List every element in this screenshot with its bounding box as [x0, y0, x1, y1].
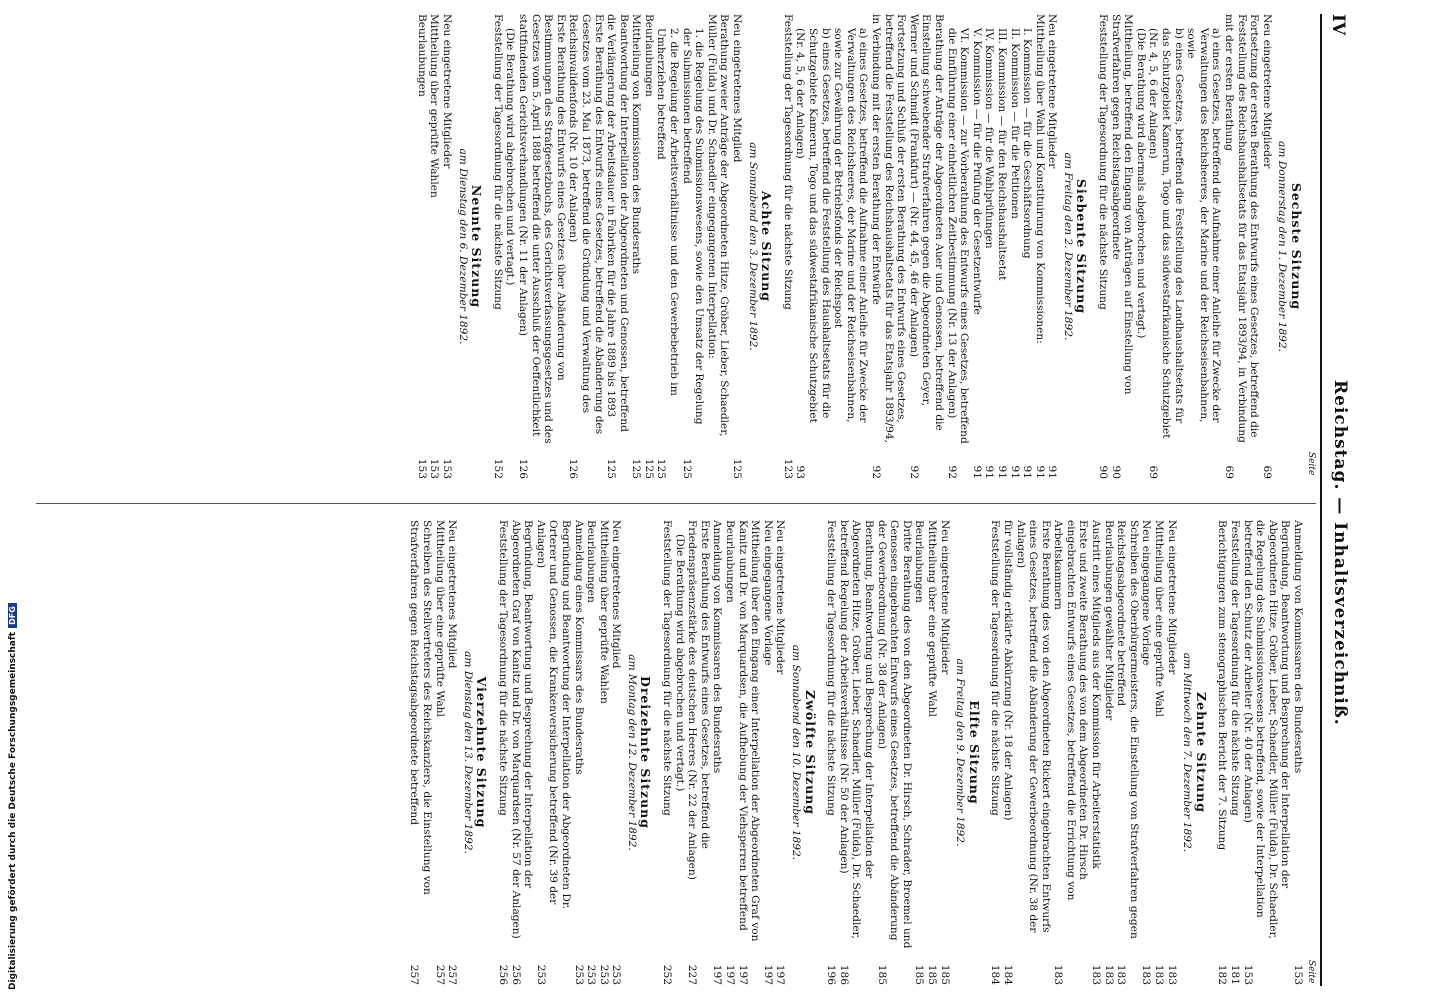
toc-entry — [567, 14, 605, 479]
toc-entry-text: Begründung, Beantwortung und Besprechung der Interpellation der Abgeordneten Graf von Kanitz und Dr. von Marquardsen (Nr. 57 der Anlagen) — [509, 520, 535, 939]
toc-entry — [680, 14, 705, 479]
toc-entry — [642, 14, 655, 479]
toc-entry-page: 91 — [970, 465, 983, 479]
toc-entry — [995, 14, 1008, 479]
toc-entry-text: Mittheilung über geprüfte Wahlen — [597, 520, 610, 704]
toc-entry — [1115, 520, 1140, 985]
toc-entry — [1260, 14, 1273, 479]
toc-entry-text: Neu eingetretenes Mitglied — [731, 14, 744, 163]
toc-entry — [781, 14, 794, 479]
toc-entry-text: Berathung zweier Anträge der Abgeordneten Hitze, Gröber, Lieber, Schaedler, Müller (Fulda) und Dr. Schaedler eingegangenen Interpellation: — [705, 14, 731, 437]
toc-entry-page: 153 — [415, 458, 428, 479]
column-divider — [36, 503, 1316, 504]
toc-entry-page: 253 — [572, 964, 585, 985]
session-block — [408, 520, 488, 985]
toc-entry — [837, 520, 875, 985]
toc-entry-page: 257 — [433, 964, 446, 985]
toc-entry — [1165, 520, 1178, 985]
toc-entry — [1228, 520, 1241, 985]
toc-entry — [1291, 520, 1304, 985]
toc-entry-page: 184 — [989, 964, 1002, 985]
toc-entry-page: 69 — [1260, 465, 1273, 479]
toc-entry-text: Neu eingetretenes Mitglied — [610, 520, 623, 669]
toc-entry — [504, 14, 517, 479]
toc-entry-page: 91 — [995, 465, 1008, 479]
session-block — [1097, 14, 1303, 479]
toc-entry-text: Mittheilung über eine geprüfte Wahl — [1153, 520, 1166, 717]
toc-entry-text: VI. Kommission — zur Vorberathung des Entwurfs eines Gesetzes, betreffend die Einführung einer einheitlichen Zeitbestimmung (Nr. 13 der Anlagen) — [945, 28, 971, 444]
toc-entry — [1102, 520, 1115, 985]
toc-entry — [907, 14, 945, 479]
session-title: Elfte Sitzung — [966, 700, 982, 805]
toc-entry-page: 227 — [686, 964, 699, 985]
session-block — [491, 14, 775, 479]
toc-entry-text: Berathung, Beantwortung und Besprechung der Interpellation der Abgeordneten Hitze, Gröber, Lieber, Schaedler, Müller (Fulda), Dr. Schaedler, betreffend Regelung der Arbeitsverhältnisse (Nr. 50 der Anlagen) — [837, 520, 875, 939]
toc-entry — [1008, 14, 1021, 479]
toc-entry-page: 185 — [938, 964, 951, 985]
toc-entry-page: 252 — [661, 964, 674, 985]
toc-entry-text: Feststellung der Tagesordnung für die nächste Sitzung — [491, 14, 504, 310]
session-block — [825, 520, 980, 985]
toc-entry-page: 185 — [913, 964, 926, 985]
toc-entry-text: III. Kommission — für den Reichshaushaltsetat — [995, 28, 1008, 281]
toc-entry-page: 183 — [1052, 964, 1065, 985]
toc-entry-text: II. Kommission — für die Petitionen — [1008, 28, 1021, 219]
toc-entry — [491, 14, 504, 479]
toc-entry-text: Neu eingetretene Mitglieder — [1046, 14, 1059, 169]
toc-entry-text: Feststellung der Tagesordnung für die nächste Sitzung — [1097, 14, 1110, 310]
toc-entry — [446, 520, 459, 985]
toc-entry-text: Neu eingegangene Vorlage — [1140, 520, 1153, 666]
dfg-logo: DFG — [8, 603, 17, 628]
session-block — [781, 14, 1090, 479]
session-date: am Sonnabend den 3. Dezember 1892. — [746, 142, 759, 351]
toc-entry-text: Neu eingetretenes Mitglied — [446, 520, 459, 669]
session-title: Zehnte Sitzung — [1193, 692, 1209, 813]
session-title: Siebente Sitzung — [1074, 178, 1090, 315]
toc-entry-page: 125 — [605, 458, 618, 479]
toc-entry-text: 1. die Regelung des Submissionswesens, sowie den Umsatz der Regelung der Submissionen betreffend — [680, 28, 706, 425]
toc-entry — [415, 14, 428, 479]
toc-entry-page: 91 — [1021, 465, 1034, 479]
toc-entry-text: b) eines Gesetzes, betreffend die Feststellung des Haushaltsetats für die Schutzgebiete Kamerun, Togo und das südwestafrikanische Schutzgebiet (Nr. 4, 5, 6 der Anlagen) — [794, 28, 832, 423]
toc-entry — [1216, 520, 1229, 985]
toc-entry — [736, 520, 761, 985]
toc-entry — [938, 520, 951, 985]
toc-entry-page: 185 — [925, 964, 938, 985]
right-column — [34, 520, 1304, 985]
toc-entry-page: 92 — [945, 465, 958, 479]
toc-entry-page: 90 — [1109, 465, 1122, 479]
toc-entry — [989, 520, 1002, 985]
toc-entry — [970, 14, 983, 479]
toc-entry-text: Feststellung der Tagesordnung für die nächste Sitzung — [825, 520, 838, 816]
toc-entry-text: Erste Berathung des von den Abgeordneten Rickert eingebrachten Entwurfs eines Gesetzes, betreffend die Abänderung der Gewerbeordnung (Nr. 38 der Anlagen) — [1014, 520, 1052, 933]
toc-entry — [572, 520, 585, 985]
toc-entry-page: 125 — [680, 458, 693, 479]
toc-entry-page: 196 — [825, 964, 838, 985]
toc-entry — [1090, 520, 1103, 985]
toc-entry-page: 253 — [610, 964, 623, 985]
toc-entry-page: 186 — [837, 964, 850, 985]
toc-entry-text: Erste und zweite Berathung des von dem Abgeordneten Dr. Hirsch eingebrachten Entwurfs eines Gesetzes, betreffend die Errichtung von Arbeitskammern — [1052, 520, 1090, 901]
toc-entry-text: Anmeldung von Kommissaren des Bundesraths — [1292, 520, 1304, 774]
toc-entry-text: Fortsetzung der ersten Berathung des Entwurfs eines Gesetzes, betreffend die Feststellung des Reichshaushaltsetats für das Etatsjahr 1893/94, in Verbindung mit der ersten Berathung — [1223, 14, 1261, 443]
toc-entry-page: 183 — [1102, 964, 1115, 985]
toc-entry-text: 2. die Regelung der Arbeitsverhältnisse und den Gewerbebetrieb im Umherziehen betreffend — [655, 28, 681, 396]
toc-entry-text: a) eines Gesetzes, betreffend die Aufnahme einer Anleihe für Zwecke der Verwaltungen des Reichsheeres, der Marine und der Reichseisenbahnen, sowie zur Gewährung der Betriebsfonds der Reichspost — [832, 28, 870, 423]
toc-entry-text: (Die Berathung wird abgebrochen und vertagt.) — [673, 534, 686, 792]
toc-entry-page: 153 — [441, 458, 453, 479]
session-date: am Donnerstag den 1. Dezember 1892. — [1276, 141, 1289, 352]
toc-entry — [534, 520, 572, 985]
footer-credit — [8, 603, 18, 990]
toc-entry — [774, 520, 787, 985]
toc-entry — [1241, 520, 1291, 985]
toc-entry-page: 91 — [983, 465, 996, 479]
toc-entry-text: Mittheilung über eine geprüfte Wahl — [433, 520, 446, 717]
toc-entry — [1097, 14, 1110, 479]
toc-entry-text: V. Kommission — für die Prüfung der Gesetzentwürfe — [970, 28, 983, 315]
toc-entry — [1134, 14, 1147, 479]
toc-entry-text: Feststellung der Tagesordnung für die nächste Sitzung — [1229, 520, 1242, 816]
toc-entry — [585, 520, 598, 985]
toc-entry-text: für vollständig erklärte Abkürzung (Nr. 18 der Anlagen) — [1001, 520, 1014, 821]
toc-entry-text: Fortsetzung und Schluß der ersten Berathung des Entwurfs eines Gesetzes, betreffend die Feststellung des Reichshaushaltsetats für das Etatsjahr 1893/94, in Verbindung mit der ersten Berathung der Entwürfe — [870, 14, 908, 443]
session-block — [496, 520, 654, 985]
toc-entry-page: 125 — [642, 458, 655, 479]
toc-entry-text: Neu eingetretene Mitglieder — [938, 520, 951, 675]
toc-entry — [913, 520, 926, 985]
toc-entry-text: Erste Berathung des Entwurfs eines Gesetzes, betreffend die Abänderung des Gesetzes vom 23. Mai 1873, betreffend die Gründung und Verwaltung des Reichsinvalidenfonds (Nr. 10 der Anlagen) — [567, 14, 605, 435]
toc-entry — [1033, 14, 1046, 479]
session-block — [989, 520, 1207, 985]
toc-entry — [832, 14, 870, 479]
toc-entry-page: 197 — [711, 964, 724, 985]
toc-entry-page: 253 — [597, 964, 610, 985]
toc-entry — [1014, 520, 1052, 985]
toc-entry-page: 183 — [1115, 964, 1128, 985]
toc-entry — [825, 520, 838, 985]
toc-entry-text: IV. Kommission — für die Wahlprüfungen — [983, 28, 996, 249]
toc-entry-page: 257 — [408, 964, 421, 985]
toc-entry-text: Beurlaubungen — [642, 14, 655, 97]
toc-entry — [428, 14, 441, 479]
toc-entry-text: Dritte Berathung des von den Abgeordneten Dr. Hirsch, Schrader, Broemel und Genossen eingebrachten Entwurfs eines Gesetzes, betreffend die Abänderung der Gewerbeordnung (Nr. 38 der Anlagen) — [875, 520, 913, 949]
toc-entry-page: 253 — [585, 964, 598, 985]
toc-entry-text: Erste Berathung des Entwurfs eines Gesetzes über Abänderung von Bestimmungen des Strafgesetzbuchs, des Gerichtsverfassungsgesetzes und des Gesetzes vom 5. April 1888 betreffend die unter Ausschluß der Oeffentlichkeit stattfindenden Gerichtsverhandlungen (Nr. 11 der Anlagen) — [516, 14, 567, 444]
toc-entry-page: 183 — [1165, 964, 1178, 985]
toc-entry-page: 90 — [1097, 465, 1110, 479]
toc-entry-text: Neu eingetretene Mitglieder — [1260, 14, 1273, 169]
toc-entry — [1222, 14, 1260, 479]
toc-entry — [1140, 520, 1153, 985]
toc-entry-text: Berichtigungen zum stenographischen Bericht der 7. Sitzung — [1216, 520, 1229, 851]
session-block — [661, 520, 816, 985]
toc-entry-text: Mittheilung, betreffend den Eingang von Anträgen auf Einstellung von Strafverfahren gegen Reichstagsabgeordnete — [1109, 14, 1135, 395]
toc-entry-text: Mittheilung über geprüfte Wahlen — [428, 14, 441, 198]
toc-entry — [433, 520, 446, 985]
toc-entry-text: Beantwortung der Interpellation der Abgeordneten und Genossen, betreffend die Verlängerung der Arbeitsdauer in Fabriken für die Jahre 1889 bis 1893 — [605, 14, 630, 432]
toc-entry-page: 125 — [655, 458, 668, 479]
toc-entry-text: Begründung und Beantwortung der Interpellation der Abgeordneten Dr. Orterer und Genossen, die Krankenversicherung betreffend (Nr. 39 der Anlagen) — [534, 520, 572, 910]
toc-entry-page: 126 — [567, 458, 580, 479]
seite-label-right: Seite — [1306, 960, 1316, 984]
toc-entry-text: (Die Berathung wird abgebrochen und vertagt.) — [504, 28, 517, 286]
toc-entry-page: 256 — [509, 964, 522, 985]
seite-label-left: Seite — [1306, 452, 1316, 476]
toc-entry-text: Beurlaubungen — [415, 14, 428, 97]
toc-entry-text: Schreiben des Stellvertreters des Reichskanzlers, die Einstellung von Strafverfahren gegen Reichstagsabgeordnete betreffend — [408, 520, 433, 895]
toc-entry-text: Mittheilung über den Eingang einer Interpellation der Abgeordneten Graf von Kanitz und Dr. von Marquardsen, die Aufhebung der Viehsperren betreffend — [736, 520, 762, 942]
toc-entry — [516, 14, 566, 479]
toc-entry — [597, 520, 610, 985]
toc-entry — [1109, 14, 1134, 479]
toc-entry — [869, 14, 907, 479]
toc-entry-text: Begründung, Beantwortung und Besprechung der Interpellation der Abgeordneten Hitze, Gröber, Lieber, Schaedler, Müller (Fulda), Dr. Schaedler, die Regelung des Submissionswesens betreffend, sowie der Interpellation betreffend den Schutz der Arbeiter (Nr. 40 der Anlagen) — [1241, 520, 1292, 939]
toc-entry — [1147, 14, 1185, 479]
toc-entry — [983, 14, 996, 479]
toc-entry-text: Neu eingetretene Mitglieder — [774, 520, 787, 675]
toc-entry-page: 182 — [1216, 964, 1229, 985]
toc-entry-page: 69 — [1223, 465, 1236, 479]
toc-entry-text: Berathung der Anträge der Abgeordneten Auer und Genossen, betreffend die Einstellung schwebender Strafverfahren gegen die Abgeordneten Geyer, Werner und Schmidt (Frankfurt) — (Nr. 44, 45, 46 der Anlagen) — [907, 14, 945, 431]
header-rule — [1320, 14, 1322, 986]
toc-entry-text: Neu eingetretene Mitglieder — [1165, 520, 1178, 675]
toc-entry — [875, 520, 913, 985]
toc-entry — [661, 520, 674, 985]
toc-entry-page: 197 — [736, 964, 749, 985]
toc-entry-page: 197 — [774, 964, 787, 985]
toc-entry-text: Feststellung der Tagesordnung für die nächste Sitzung — [661, 520, 674, 816]
toc-entry — [655, 14, 680, 479]
toc-entry-page: 123 — [781, 458, 794, 479]
toc-entry-text: Anmeldung eines Kommissars des Bundesraths — [572, 520, 585, 775]
toc-entry — [730, 14, 743, 479]
toc-entry-page: 184 — [1001, 964, 1014, 985]
toc-entry-text: Erste Berathung des Entwurfs eines Gesetzes, betreffend die Friedenspräsenzstärke des deutschen Heeres (Nr. 22 der Anlagen) — [686, 520, 711, 880]
toc-entry-page: 152 — [491, 458, 504, 479]
toc-entry — [1152, 520, 1165, 985]
toc-entry-page: 253 — [534, 964, 547, 985]
toc-entry-page: 256 — [496, 964, 509, 985]
toc-entry — [605, 14, 630, 479]
toc-entry-text: Feststellung der Tagesordnung für die nächste Sitzung — [989, 520, 1002, 816]
session-date: am Dienstag den 6. Dezember 1892. — [456, 148, 469, 345]
toc-entry — [630, 14, 643, 479]
toc-entry-page: 183 — [1153, 964, 1166, 985]
toc-entry-page: 181 — [1229, 964, 1242, 985]
toc-entry-text: Beurlaubungen — [913, 520, 926, 603]
toc-entry — [1052, 520, 1090, 985]
session-title: Neunte Sitzung — [469, 184, 485, 309]
toc-entry — [794, 14, 832, 479]
session-date: am Freitag den 9. Dezember 1892. — [954, 658, 967, 847]
toc-entry — [945, 14, 970, 479]
session-title: Achte Sitzung — [759, 190, 775, 303]
session-block — [1216, 520, 1304, 985]
session-title: Dreizehnte Sitzung — [638, 676, 654, 829]
toc-entry-page: 183 — [1140, 964, 1153, 985]
toc-entry — [408, 520, 433, 985]
toc-entry-page: 91 — [1033, 465, 1046, 479]
toc-entry — [705, 14, 730, 479]
toc-entry — [1021, 14, 1034, 479]
toc-entry-text: Schreiben des Oberbürgermeisters, die Einstellung von Strafverfahren gegen Reichstagsabgeordnete betreffend — [1115, 520, 1140, 939]
session-date: am Freitag den 2. Dezember 1892. — [1061, 152, 1074, 341]
toc-entry-text: Mittheilung über eine geprüfte Wahl — [925, 520, 938, 717]
toc-entry — [509, 520, 534, 985]
session-date: am Sonnabend den 10. Dezember 1892. — [790, 644, 803, 861]
session-title: Vierzehnte Sitzung — [474, 676, 490, 829]
toc-entry — [1001, 520, 1014, 985]
toc-entry-text: Beurlaubungen gewählter Mitglieder — [1102, 520, 1115, 721]
toc-entry — [1046, 14, 1059, 479]
toc-entry — [440, 14, 453, 479]
toc-entry-page: 91 — [1008, 465, 1021, 479]
toc-entry-text: Feststellung der Tagesordnung für die nächste Sitzung — [496, 520, 509, 816]
toc-entry-page: 92 — [907, 465, 920, 479]
page-header-title: Reichstag. — Inhaltsverzeichniß. — [1330, 380, 1350, 726]
toc-entry — [925, 520, 938, 985]
toc-entry — [673, 520, 686, 985]
toc-entry — [686, 520, 711, 985]
toc-entry-text: Austritt eines Mitglieds aus der Kommission für Arbeiterstatistik — [1090, 520, 1103, 869]
toc-entry-text: Mittheilung von Kommissionen des Bundesraths — [630, 14, 643, 275]
toc-entry-page: 93 — [794, 465, 807, 479]
toc-entry-text: a) eines Gesetzes, betreffend die Aufnahme einer Anleihe für Zwecke der Verwaltungen des Reichsheeres, der Marine und der Reichseisenbahnen, sowie — [1185, 28, 1223, 423]
toc-entry-text: b) eines Gesetzes, betreffend die Feststellung des Landhaushaltsetats für das Schutzgebiet Kamerun, Togo und das südwestafrikanische Schutzgebiet (Nr. 4, 5, 6 der Anlagen) — [1147, 28, 1185, 439]
left-column — [34, 14, 1304, 479]
toc-entry-page: 125 — [731, 458, 744, 479]
toc-entry-page: 69 — [1147, 465, 1160, 479]
toc-entry-text: I. Kommission — für die Geschäftsordnung — [1021, 28, 1034, 259]
session-title: Sechste Sitzung — [1289, 182, 1304, 311]
toc-entry-page: 91 — [1046, 465, 1059, 479]
toc-entry — [1185, 14, 1223, 479]
toc-entry-page: 92 — [870, 465, 882, 479]
toc-entry-page: 153 — [428, 458, 441, 479]
toc-entry-text: Anmeldung von Kommissaren des Bundesraths — [711, 520, 724, 774]
toc-entry-page: 197 — [724, 964, 737, 985]
session-title: Zwölfte Sitzung — [802, 690, 818, 815]
footer-credit-text: Digitalisierung gefördert durch die Deutsche Forschungsgemeinschaft — [8, 631, 18, 990]
session-date: am Dienstag den 13. Dezember 1892. — [461, 651, 474, 854]
session-block — [415, 14, 485, 479]
session-date: am Mittwoch den 7. Dezember 1892. — [1181, 652, 1194, 853]
toc-entry-text: Neu eingetretene Mitglieder — [441, 14, 453, 169]
toc-entry-page: 185 — [875, 964, 888, 985]
toc-entry — [496, 520, 509, 985]
toc-entry-text: Mittheilung über Wahl und Konstituirung von Kommissionen: — [1033, 14, 1046, 344]
toc-entry-page: 125 — [630, 458, 643, 479]
session-date: am Montag den 12. Dezember 1892. — [625, 654, 638, 851]
toc-entry-page: 126 — [516, 458, 529, 479]
page-number: IV — [1328, 14, 1348, 36]
toc-entry-text: Beurlaubungen — [585, 520, 598, 603]
toc-entry-page: 153 — [1292, 964, 1304, 985]
toc-entry-text: Neu eingegangene Vorlage — [761, 520, 774, 666]
toc-entry-text: Feststellung der Tagesordnung für die nächste Sitzung — [781, 14, 794, 310]
toc-entry-text: Beurlaubungen — [724, 520, 737, 603]
toc-entry — [761, 520, 774, 985]
toc-entry — [711, 520, 724, 985]
toc-entry-text: (Die Berathung wird abermals abgebrochen und vertagt.) — [1134, 28, 1147, 339]
toc-entry-page: 257 — [446, 964, 459, 985]
toc-entry-page: 197 — [761, 964, 774, 985]
toc-entry — [610, 520, 623, 985]
toc-entry-page: 183 — [1090, 964, 1103, 985]
toc-entry-page: 153 — [1241, 964, 1254, 985]
toc-entry — [723, 520, 736, 985]
